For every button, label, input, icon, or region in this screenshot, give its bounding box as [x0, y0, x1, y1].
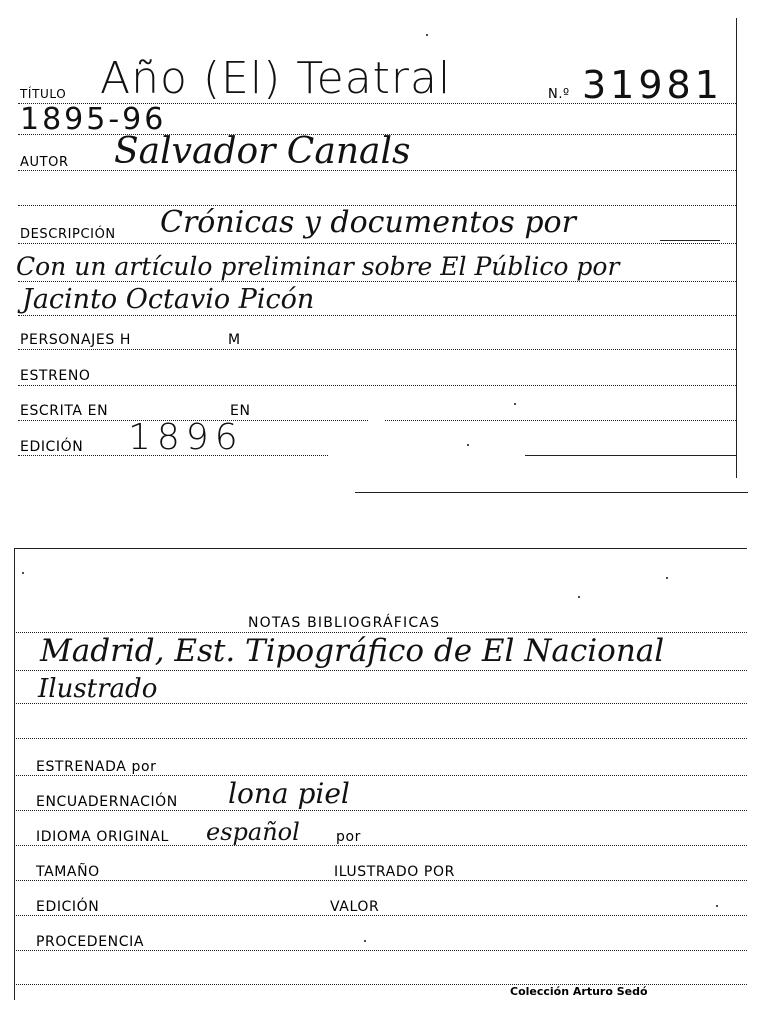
value-numero: 31981: [582, 63, 723, 107]
label-valor: VALOR: [330, 899, 380, 915]
rule-card-bottom: [355, 492, 748, 493]
rule-edicion-2: [14, 915, 747, 916]
collection-stamp: Colección Arturo Sedó: [510, 985, 648, 998]
rule-tamano: [14, 880, 747, 881]
label-descripcion: DESCRIPCIÓN: [20, 227, 116, 242]
label-idioma-por: por: [336, 829, 362, 845]
rule-desc-3: [18, 315, 736, 316]
lower-card-top: [14, 548, 747, 549]
desc-dash: [660, 240, 720, 241]
label-estreno: ESTRENO: [20, 368, 91, 384]
rule-descripcion: [18, 243, 736, 244]
value-idioma: español: [206, 818, 300, 846]
label-procedencia: PROCEDENCIA: [36, 934, 144, 950]
label-edicion: EDICIÓN: [20, 439, 84, 455]
label-escrita-en: ESCRITA EN: [20, 403, 109, 419]
value-notas-2: Ilustrado: [38, 674, 158, 704]
speck: [364, 940, 366, 942]
label-personajes: PERSONAJES H: [20, 332, 132, 348]
rule-notas-3: [14, 738, 747, 739]
value-descripcion-1: Crónicas y documentos por: [160, 205, 576, 240]
rule-edicion-right: [525, 455, 736, 456]
rule-notas-1: [14, 670, 747, 671]
value-encuadernacion: lona piel: [228, 777, 350, 810]
label-idioma: IDIOMA ORIGINAL: [36, 829, 169, 845]
value-descripcion-2: Con un artículo preliminar sobre El Público por: [16, 252, 620, 281]
rule-desc-2: [18, 281, 736, 282]
rule-procedencia: [14, 950, 747, 951]
value-autor: Salvador Canals: [114, 131, 411, 172]
value-years: 1895-96: [20, 102, 167, 137]
rule-encuadernacion: [14, 810, 747, 811]
card-right-edge: [736, 18, 737, 478]
speck: [666, 577, 668, 579]
label-encuadernacion: ENCUADERNACIÓN: [36, 794, 178, 810]
lower-card-left-edge: [14, 548, 15, 1000]
label-escrita-en-2: EN: [230, 403, 251, 419]
rule-estrenada: [14, 775, 747, 776]
value-titulo: Año (El) Teatral: [100, 53, 452, 104]
label-numero: N.º: [548, 87, 570, 102]
heading-notas: NOTAS BIBLIOGRÁFICAS: [248, 615, 441, 631]
label-autor: AUTOR: [20, 155, 69, 170]
label-titulo: TÍTULO: [20, 87, 67, 101]
value-descripcion-3: Jacinto Octavio Picón: [22, 284, 315, 315]
label-ilustrado: ILUSTRADO POR: [334, 864, 455, 880]
rule-escrita-right: [385, 420, 736, 421]
speck: [22, 572, 24, 574]
value-edicion: 1896: [128, 417, 244, 458]
label-edicion-2: EDICIÓN: [36, 899, 100, 915]
rule-idioma: [14, 845, 747, 846]
value-notas-1: Madrid, Est. Tipográfico de El Nacional: [40, 633, 665, 669]
speck: [578, 596, 580, 598]
label-estrenada: ESTRENADA por: [36, 759, 157, 775]
speck: [467, 444, 469, 446]
speck: [514, 403, 516, 405]
rule-personajes: [18, 349, 736, 350]
label-tamano: TAMAÑO: [36, 864, 100, 880]
label-personajes-m: M: [228, 332, 241, 348]
speck: [716, 905, 718, 907]
speck: [426, 34, 428, 36]
rule-estreno: [18, 385, 736, 386]
